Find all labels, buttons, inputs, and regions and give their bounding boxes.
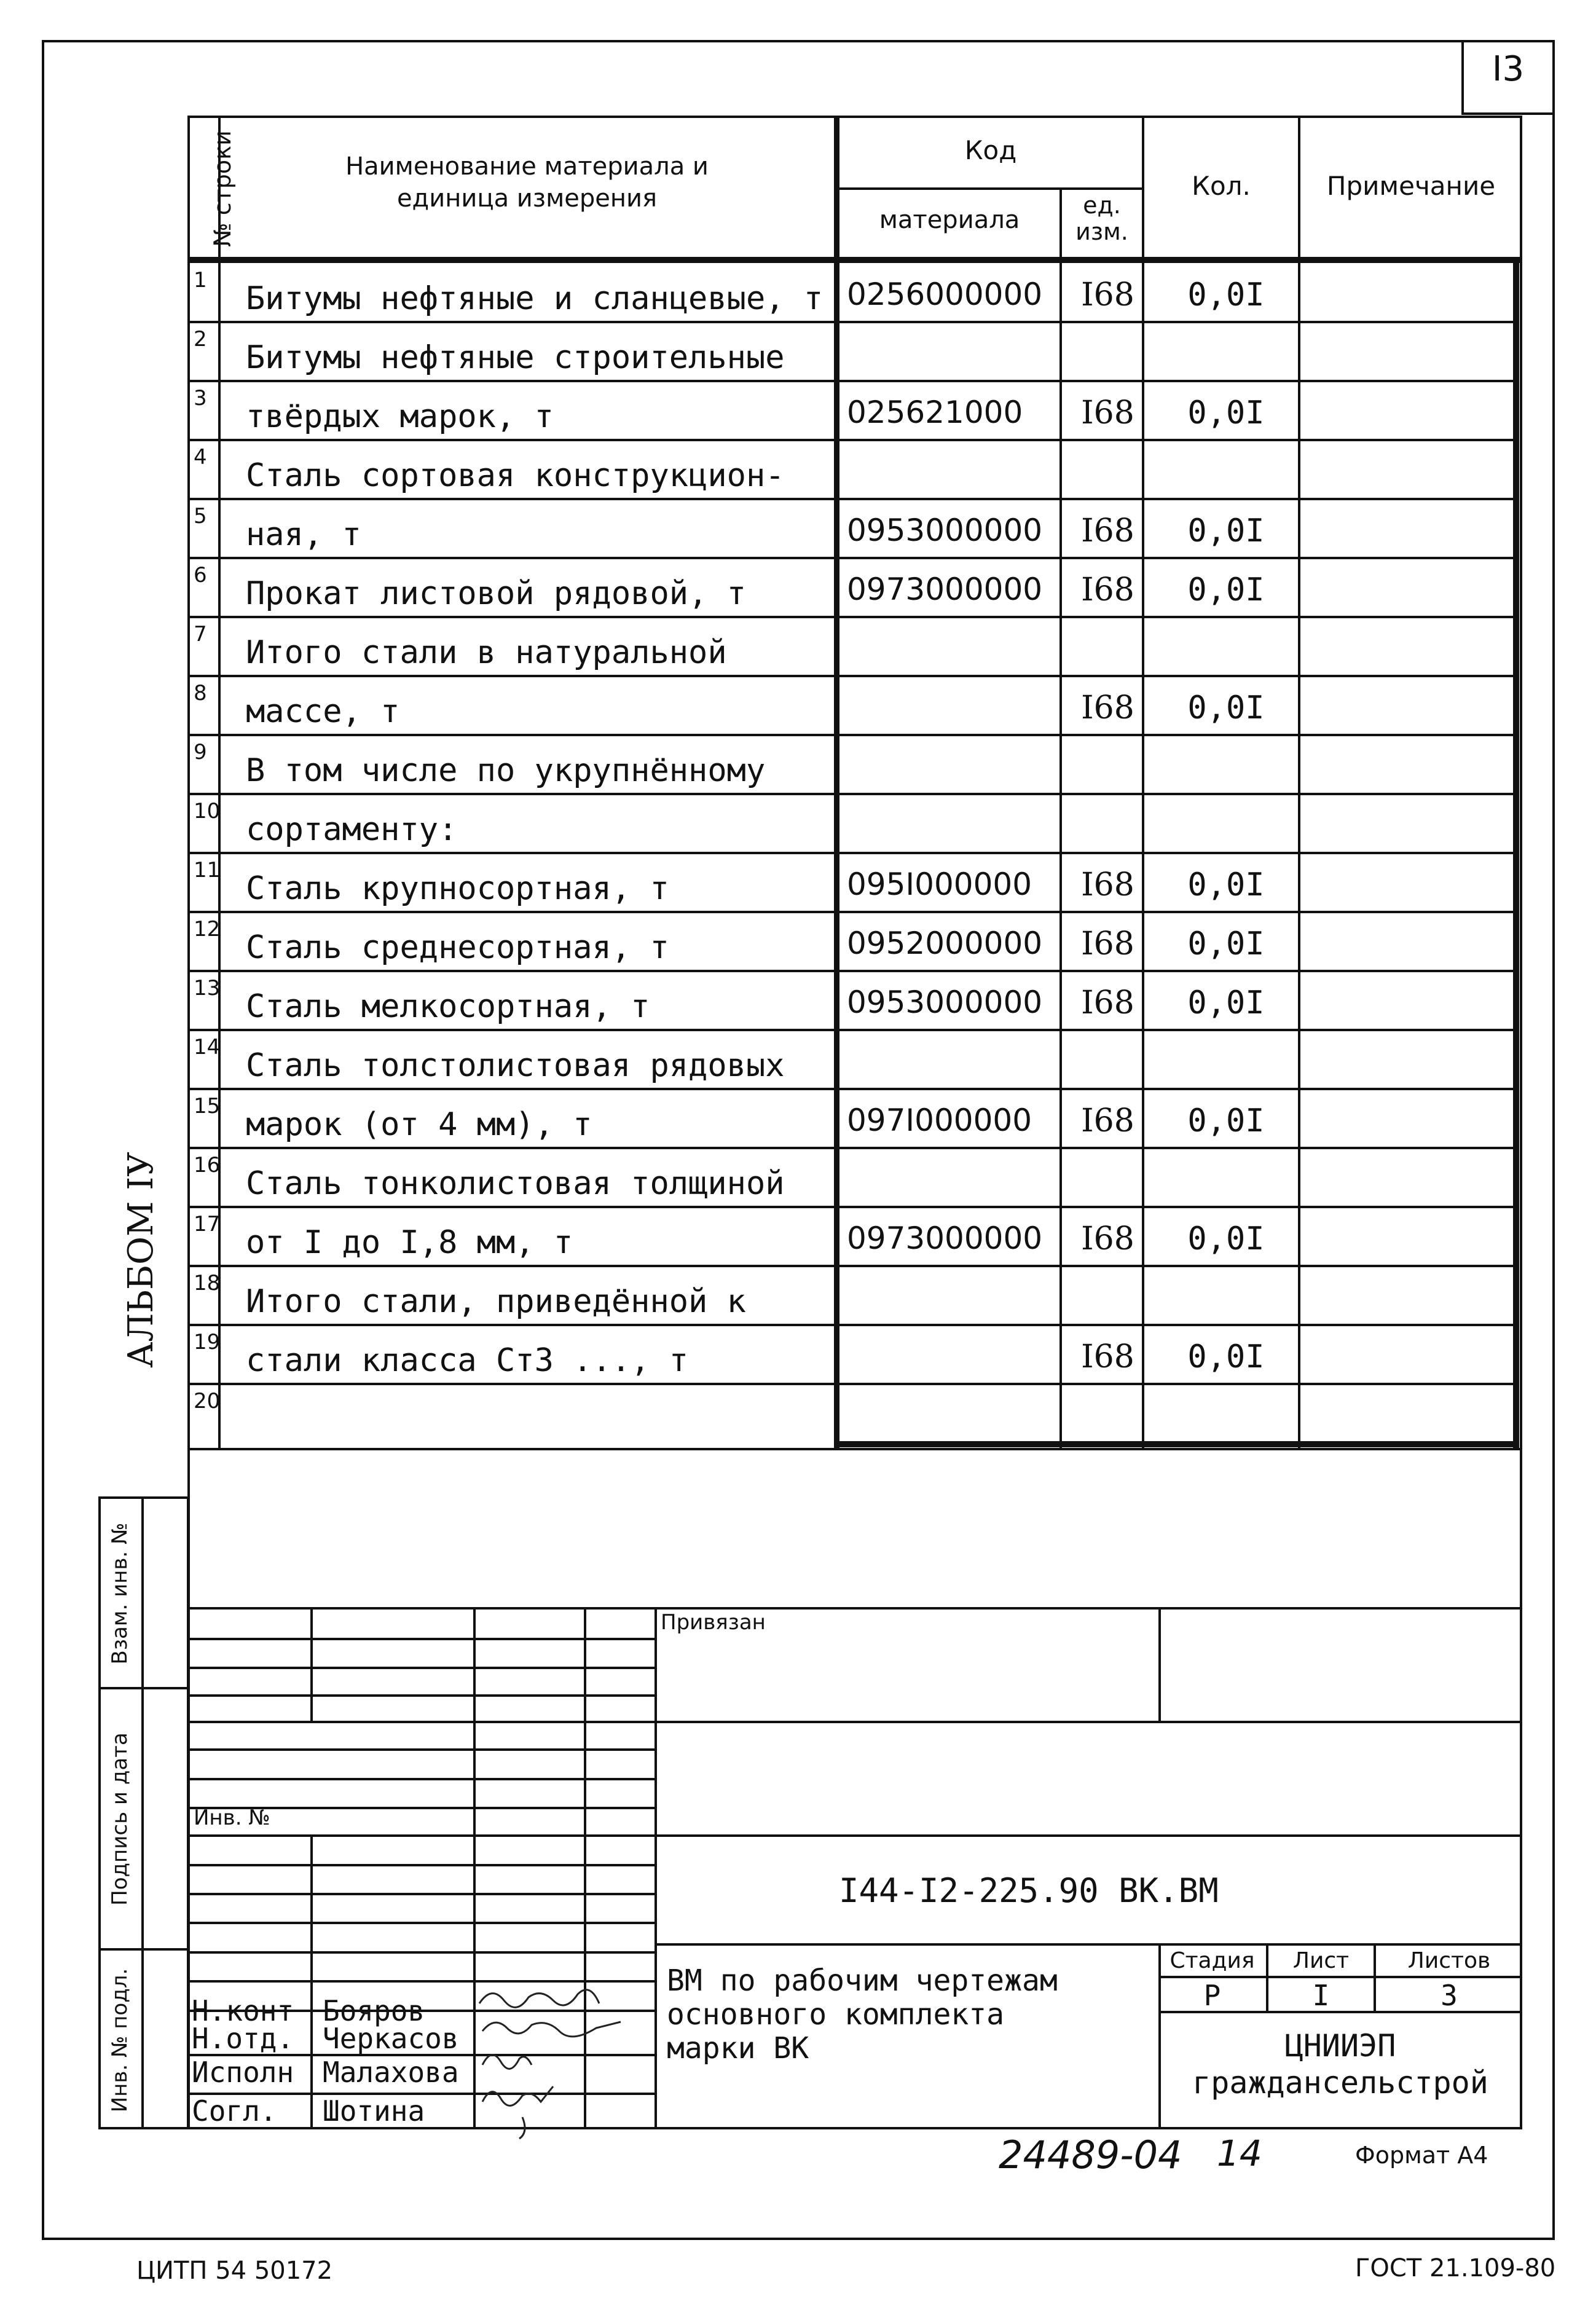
quantity: 0,0I xyxy=(1187,513,1265,549)
header-qty: Кол. xyxy=(1192,171,1251,201)
stage-value: Р xyxy=(1203,1979,1221,2012)
sheet-label: Лист xyxy=(1292,1948,1350,1973)
org-line1: ЦНИИЭП xyxy=(1284,2028,1396,2064)
quantity: 0,0I xyxy=(1187,985,1265,1021)
header-note: Примечание xyxy=(1326,171,1496,201)
unit-code: I68 xyxy=(1081,985,1134,1021)
quantity: 0,0I xyxy=(1187,277,1265,313)
material-code: 0952000000 xyxy=(847,926,1043,961)
document-code: I44-I2-225.90 ВК.ВМ xyxy=(839,1871,1219,1910)
material-name: Итого стали в натуральной xyxy=(246,634,727,671)
sheets-value: 3 xyxy=(1441,1979,1458,2012)
row-number: 5 xyxy=(194,504,207,529)
quantity: 0,0I xyxy=(1187,395,1265,431)
material-code: 097I000000 xyxy=(847,1103,1032,1138)
row-number: 19 xyxy=(194,1330,221,1354)
unit-code: I68 xyxy=(1081,1338,1134,1375)
header-code-unit-1: ед. xyxy=(1083,192,1121,219)
unit-code: I68 xyxy=(1081,572,1134,608)
material-name: ная, т xyxy=(246,516,361,553)
handwritten-number: 24489-04 xyxy=(999,2132,1182,2177)
header-code-unit-2: изм. xyxy=(1075,218,1128,245)
row-number: 10 xyxy=(194,799,221,823)
unit-code: I68 xyxy=(1081,277,1134,313)
signatures xyxy=(473,1979,651,2145)
header-row-no: № строки xyxy=(209,130,236,247)
inv-no-label: Инв. № xyxy=(194,1806,270,1830)
row-number: 3 xyxy=(194,386,207,411)
material-name: Сталь крупносортная, т xyxy=(246,870,669,907)
unit-code: I68 xyxy=(1081,1103,1134,1139)
sheets-label: Листов xyxy=(1407,1948,1491,1973)
description-line3: марки ВК xyxy=(667,2031,809,2066)
material-name: Сталь мелкосортная, т xyxy=(246,988,650,1025)
material-name: Сталь толстолистовая рядовых xyxy=(246,1047,785,1084)
privyazan-label: Привязан xyxy=(661,1610,766,1635)
unit-code: I68 xyxy=(1081,690,1134,726)
footer-right: ГОСТ 21.109-80 xyxy=(1355,2254,1556,2282)
row-number: 1 xyxy=(194,268,207,293)
description-line2: основного комплекта xyxy=(667,1997,1005,2032)
sheet-value: I xyxy=(1312,1979,1330,2012)
quantity: 0,0I xyxy=(1187,1103,1265,1139)
role-4: Согл. xyxy=(192,2094,277,2128)
row-number: 9 xyxy=(194,740,207,765)
format-label: Формат А4 xyxy=(1355,2142,1488,2169)
album-label: АЛЬБОМ IУ xyxy=(121,1152,161,1368)
row-number: 13 xyxy=(194,976,221,1000)
material-name: от I до I,8 мм, т xyxy=(246,1224,573,1261)
name-2: Черкасов xyxy=(323,2022,459,2055)
header-name-line2: единица измерения xyxy=(396,184,658,213)
role-1: Н.конт xyxy=(192,1994,294,2027)
quantity: 0,0I xyxy=(1187,572,1265,608)
header-code: Код xyxy=(964,135,1017,165)
quantity: 0,0I xyxy=(1187,867,1265,903)
unit-code: I68 xyxy=(1081,395,1134,431)
role-2: Н.отд. xyxy=(192,2022,294,2055)
row-number: 7 xyxy=(194,622,207,647)
name-4: Шотина xyxy=(323,2094,425,2128)
row-number: 8 xyxy=(194,681,207,706)
unit-code: I68 xyxy=(1081,867,1134,903)
material-name: Прокат листовой рядовой, т xyxy=(246,575,746,612)
quantity: 0,0I xyxy=(1187,1338,1265,1375)
stamp-vzam-inv: Взам. инв. № xyxy=(108,1522,132,1665)
row-number: 11 xyxy=(194,858,221,882)
row-number: 14 xyxy=(194,1035,221,1059)
unit-code: I68 xyxy=(1081,1220,1134,1257)
name-3: Малахова xyxy=(323,2056,459,2089)
sheet-number: I3 xyxy=(1492,49,1525,89)
material-name: марок (от 4 мм), т xyxy=(246,1106,592,1143)
material-name: сортаменту: xyxy=(246,811,458,848)
quantity: 0,0I xyxy=(1187,926,1265,962)
row-number: 17 xyxy=(194,1212,221,1236)
material-code: 0973000000 xyxy=(847,572,1043,607)
unit-code: I68 xyxy=(1081,513,1134,549)
row-number: 12 xyxy=(194,917,221,941)
quantity: 0,0I xyxy=(1187,1220,1265,1257)
stamp-inv-podl: Инв. № подл. xyxy=(108,1968,132,2113)
material-name: Сталь среднесортная, т xyxy=(246,929,669,966)
material-name: Итого стали, приведённой к xyxy=(246,1283,746,1320)
handwritten-page: 14 xyxy=(1217,2132,1262,2174)
row-number: 16 xyxy=(194,1153,221,1177)
material-code: 025621000 xyxy=(847,395,1023,430)
material-name: В том числе по укрупнённому xyxy=(246,752,766,789)
material-code: 0256000000 xyxy=(847,277,1043,312)
stage-label: Стадия xyxy=(1169,1948,1255,1973)
row-number: 6 xyxy=(194,563,207,588)
material-name: стали класса Ст3 ..., т xyxy=(246,1342,689,1379)
quantity: 0,0I xyxy=(1187,690,1265,726)
stamp-podpis-data: Подпись и дата xyxy=(108,1732,132,1906)
header-code-material: материала xyxy=(879,206,1020,234)
material-name: Битумы нефтяные и сланцевые, т xyxy=(246,280,824,317)
unit-code: I68 xyxy=(1081,926,1134,962)
footer-left: ЦИТП 54 50172 xyxy=(136,2257,333,2285)
row-number: 15 xyxy=(194,1094,221,1118)
row-number: 2 xyxy=(194,327,207,352)
material-name: Битумы нефтяные строительные xyxy=(246,339,785,376)
material-name: твёрдых марок, т xyxy=(246,398,554,435)
material-name: массе, т xyxy=(246,693,400,730)
material-name: Сталь тонколистовая толщиной xyxy=(246,1165,785,1202)
row-number: 4 xyxy=(194,445,207,470)
material-code: 0953000000 xyxy=(847,985,1043,1020)
material-code: 0973000000 xyxy=(847,1220,1043,1256)
header-name-line1: Наименование материала и xyxy=(345,152,709,181)
org-line2: граждансельстрой xyxy=(1192,2065,1488,2101)
name-1: Бояров xyxy=(323,1994,425,2027)
description-line1: ВМ по рабочим чертежам xyxy=(667,1963,1058,1998)
row-number: 18 xyxy=(194,1271,221,1295)
material-code: 0953000000 xyxy=(847,513,1043,548)
material-code: 095I000000 xyxy=(847,867,1032,902)
row-number: 20 xyxy=(194,1389,221,1413)
material-name: Сталь сортовая конструкцион- xyxy=(246,457,785,494)
role-3: Исполн xyxy=(192,2056,294,2089)
